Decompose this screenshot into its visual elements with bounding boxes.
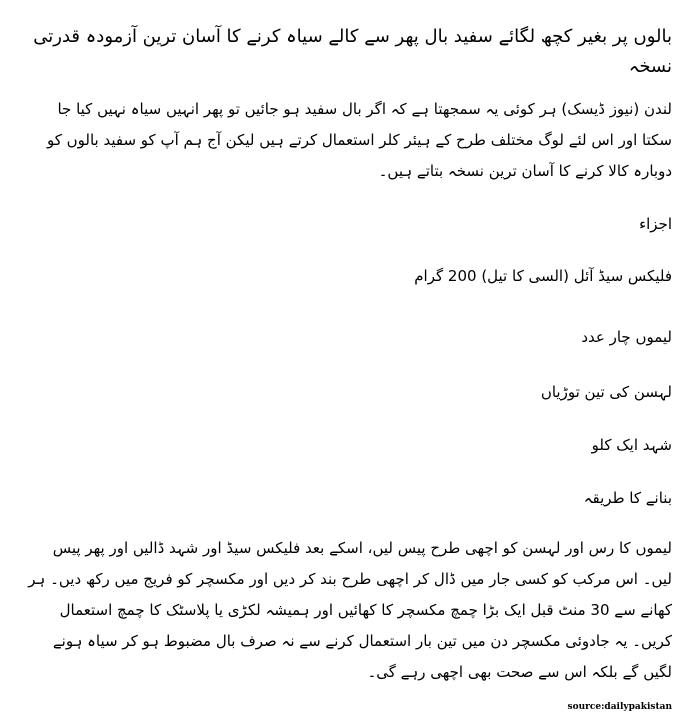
article-intro: لندن (نیوز ڈیسک) ہر کوئی یہ سمجھتا ہے کہ اگر بال سفید ہو جائیں تو پھر انہیں سیاہ نہیں کیا جا سکتا اور اس لئے لوگ مختلف طرح کے ہیئر کلر استعمال کرتے ہیں لیکن آج ہم آپ کو سفید بالوں کو دوبارہ کالا کرنے کا آسان ترین نسخہ بتاتے ہیں۔ bbox=[46, 100, 672, 180]
ingredients-heading: اجزاء bbox=[639, 215, 672, 233]
article-title: بالوں پر بغیر کچھ لگائے سفید بال پھر سے کالے سیاہ کرنے کا آسان ترین آزمودہ قدرتی نسخہ bbox=[33, 26, 672, 77]
ingredient-item: فلیکس سیڈ آئل (السی کا تیل) 200 گرام bbox=[414, 267, 672, 285]
ingredient-item: لیموں چار عدد bbox=[581, 328, 672, 346]
ingredients-list bbox=[26, 263, 672, 458]
source-credit: source:dailypakistan bbox=[567, 702, 672, 712]
method-text: لیموں کا رس اور لہسن کو اچھی طرح پیس لیں، اسکے بعد فلیکس سیڈ اور شہد ڈالیں اور پھر پیس لیں۔ اس مرکب کو کسی جار میں ڈال کر اچھی طرح بند کر دیں اور مکسچر کو فریج میں رکھ دیں۔ ہر کھانے سے 30 منٹ قبل ایک بڑا چمچ مکسچر کا کھائیں اور ہمیشہ لکڑی یا پلاسٹک کا چمچ استعمال کریں۔ یہ جادوئی مکسچر دن میں تین بار استعمال کرنے سے نہ صرف بال مضبوط ہو کر سیاہ ہونے لگیں گے بلکہ اس سے صحت بھی اچھی رہے گی۔ bbox=[28, 539, 672, 681]
method-heading: بنانے کا طریقہ bbox=[583, 489, 672, 507]
ingredient-item: لہسن کی تین توڑیاں bbox=[540, 383, 672, 401]
ingredient-item: شہد ایک کلو bbox=[591, 436, 672, 454]
